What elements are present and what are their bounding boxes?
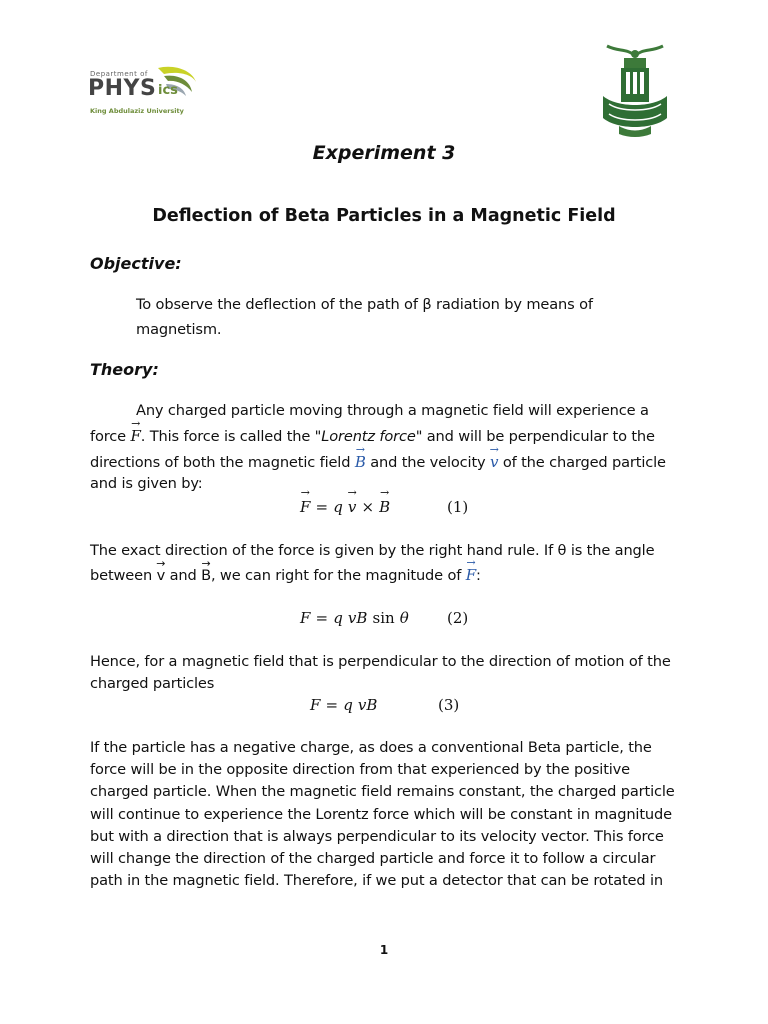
theory-p1-line-2 — [90, 425, 655, 448]
eq1-equals: = — [315, 498, 329, 516]
logo-main-text-a: PHYS — [88, 76, 157, 101]
logo-small-text: Department of — [90, 70, 148, 78]
text-magnitude: , we can right for the magnitude of — [210, 567, 462, 584]
equation-3 — [310, 695, 377, 714]
eq3-B: B — [366, 696, 378, 714]
experiment-subtitle: Deflection of Beta Particles in a Magnetic Field — [152, 206, 616, 226]
equation-2-number: (2) — [447, 609, 469, 627]
text-lorentz-force: Lorentz force — [321, 428, 416, 445]
objective-line-1: To observe the deflection of the path of β radiation by means of — [136, 296, 593, 313]
eq3-F: F — [310, 696, 321, 714]
force-vector-symbol: F → — [131, 425, 141, 447]
text-and: and — [169, 567, 197, 584]
equation-3-number: (3) — [438, 696, 460, 714]
objective-line-2: magnetism. — [136, 321, 222, 338]
eq1-q: q — [333, 498, 343, 516]
eq3-v: v — [357, 696, 367, 714]
text-force: force — [90, 428, 126, 445]
text-charged-particle: of the charged particle — [502, 454, 666, 471]
eq3-equals: = — [325, 696, 339, 714]
velocity-vector-inline: v → — [157, 565, 166, 587]
theory-p1-line-3 — [90, 451, 666, 474]
force-vector-inline: F → — [466, 564, 476, 586]
text-colon: : — [476, 567, 481, 584]
text-perpendicular: " and will be perpendicular to the — [415, 428, 655, 445]
eq1-times: × — [361, 498, 375, 516]
theory-p4-line-5: but with a direction that is always perpendicular to its velocity vector. This force — [90, 828, 664, 845]
theory-p4-line-1: If the particle has a negative charge, as does a conventional Beta particle, the — [90, 739, 652, 756]
equation-1 — [300, 497, 390, 516]
eq1-F: F → — [300, 498, 310, 516]
theory-p2-line-2 — [90, 564, 481, 587]
theory-p4-line-7: path in the magnetic field. Therefore, if we put a detector that can be rotated in — [90, 872, 663, 889]
text-between: between — [90, 567, 153, 584]
theory-p4-line-2: force will be in the opposite direction from that experienced by the positive — [90, 761, 630, 778]
theory-p3-line-1: Hence, for a magnetic field that is perpendicular to the direction of motion of the — [90, 653, 671, 670]
theory-p1-line-1: Any charged particle moving through a magnetic field will experience a — [136, 402, 649, 419]
eq2-q: q — [333, 609, 343, 627]
theory-p4-line-3: charged particle. When the magnetic field remains constant, the charged particle — [90, 783, 675, 800]
eq2-B: B — [356, 609, 368, 627]
theory-p4-line-4: will continue to experience the Lorentz force which will be constant in magnitude — [90, 806, 672, 823]
theory-p1-line-4: and is given by: — [90, 475, 203, 492]
text-directions: directions of both the magnetic field — [90, 454, 351, 471]
logo-university-text: King Abdulaziz University — [90, 107, 184, 115]
theory-p3-line-2: charged particles — [90, 675, 215, 692]
theory-p4-line-6: will change the direction of the charged particle and force it to follow a circular — [90, 850, 656, 867]
eq2-sin: sin — [372, 609, 395, 627]
magnetic-field-vector-symbol: B → — [355, 451, 366, 473]
physics-department-logo — [88, 62, 200, 118]
university-seal-icon — [597, 38, 673, 138]
magnetic-field-vector-inline: B → — [201, 565, 211, 587]
eq1-B: B → — [379, 498, 390, 516]
theory-heading: Theory: — [90, 360, 159, 379]
equation-1-number: (1) — [447, 498, 469, 516]
eq2-F: F — [300, 609, 311, 627]
theory-p2-line-1: The exact direction of the force is given by the right hand rule. If θ is the angle — [90, 542, 655, 559]
velocity-vector-symbol: v → — [490, 451, 498, 473]
logo-main-text-b: ics — [158, 83, 178, 98]
equation-2 — [300, 608, 409, 627]
experiment-title: Experiment 3 — [312, 142, 456, 164]
eq2-theta: θ — [399, 609, 409, 627]
eq1-v: v → — [348, 498, 356, 516]
eq3-q: q — [343, 696, 353, 714]
eq2-v: v — [347, 609, 357, 627]
text-lorentz-intro: . This force is called the " — [140, 428, 322, 445]
page-number: 1 — [379, 943, 389, 957]
text-velocity: and the velocity — [370, 454, 486, 471]
university-seal-logo — [597, 38, 673, 138]
eq2-equals: = — [315, 609, 329, 627]
objective-heading: Objective: — [90, 254, 182, 273]
